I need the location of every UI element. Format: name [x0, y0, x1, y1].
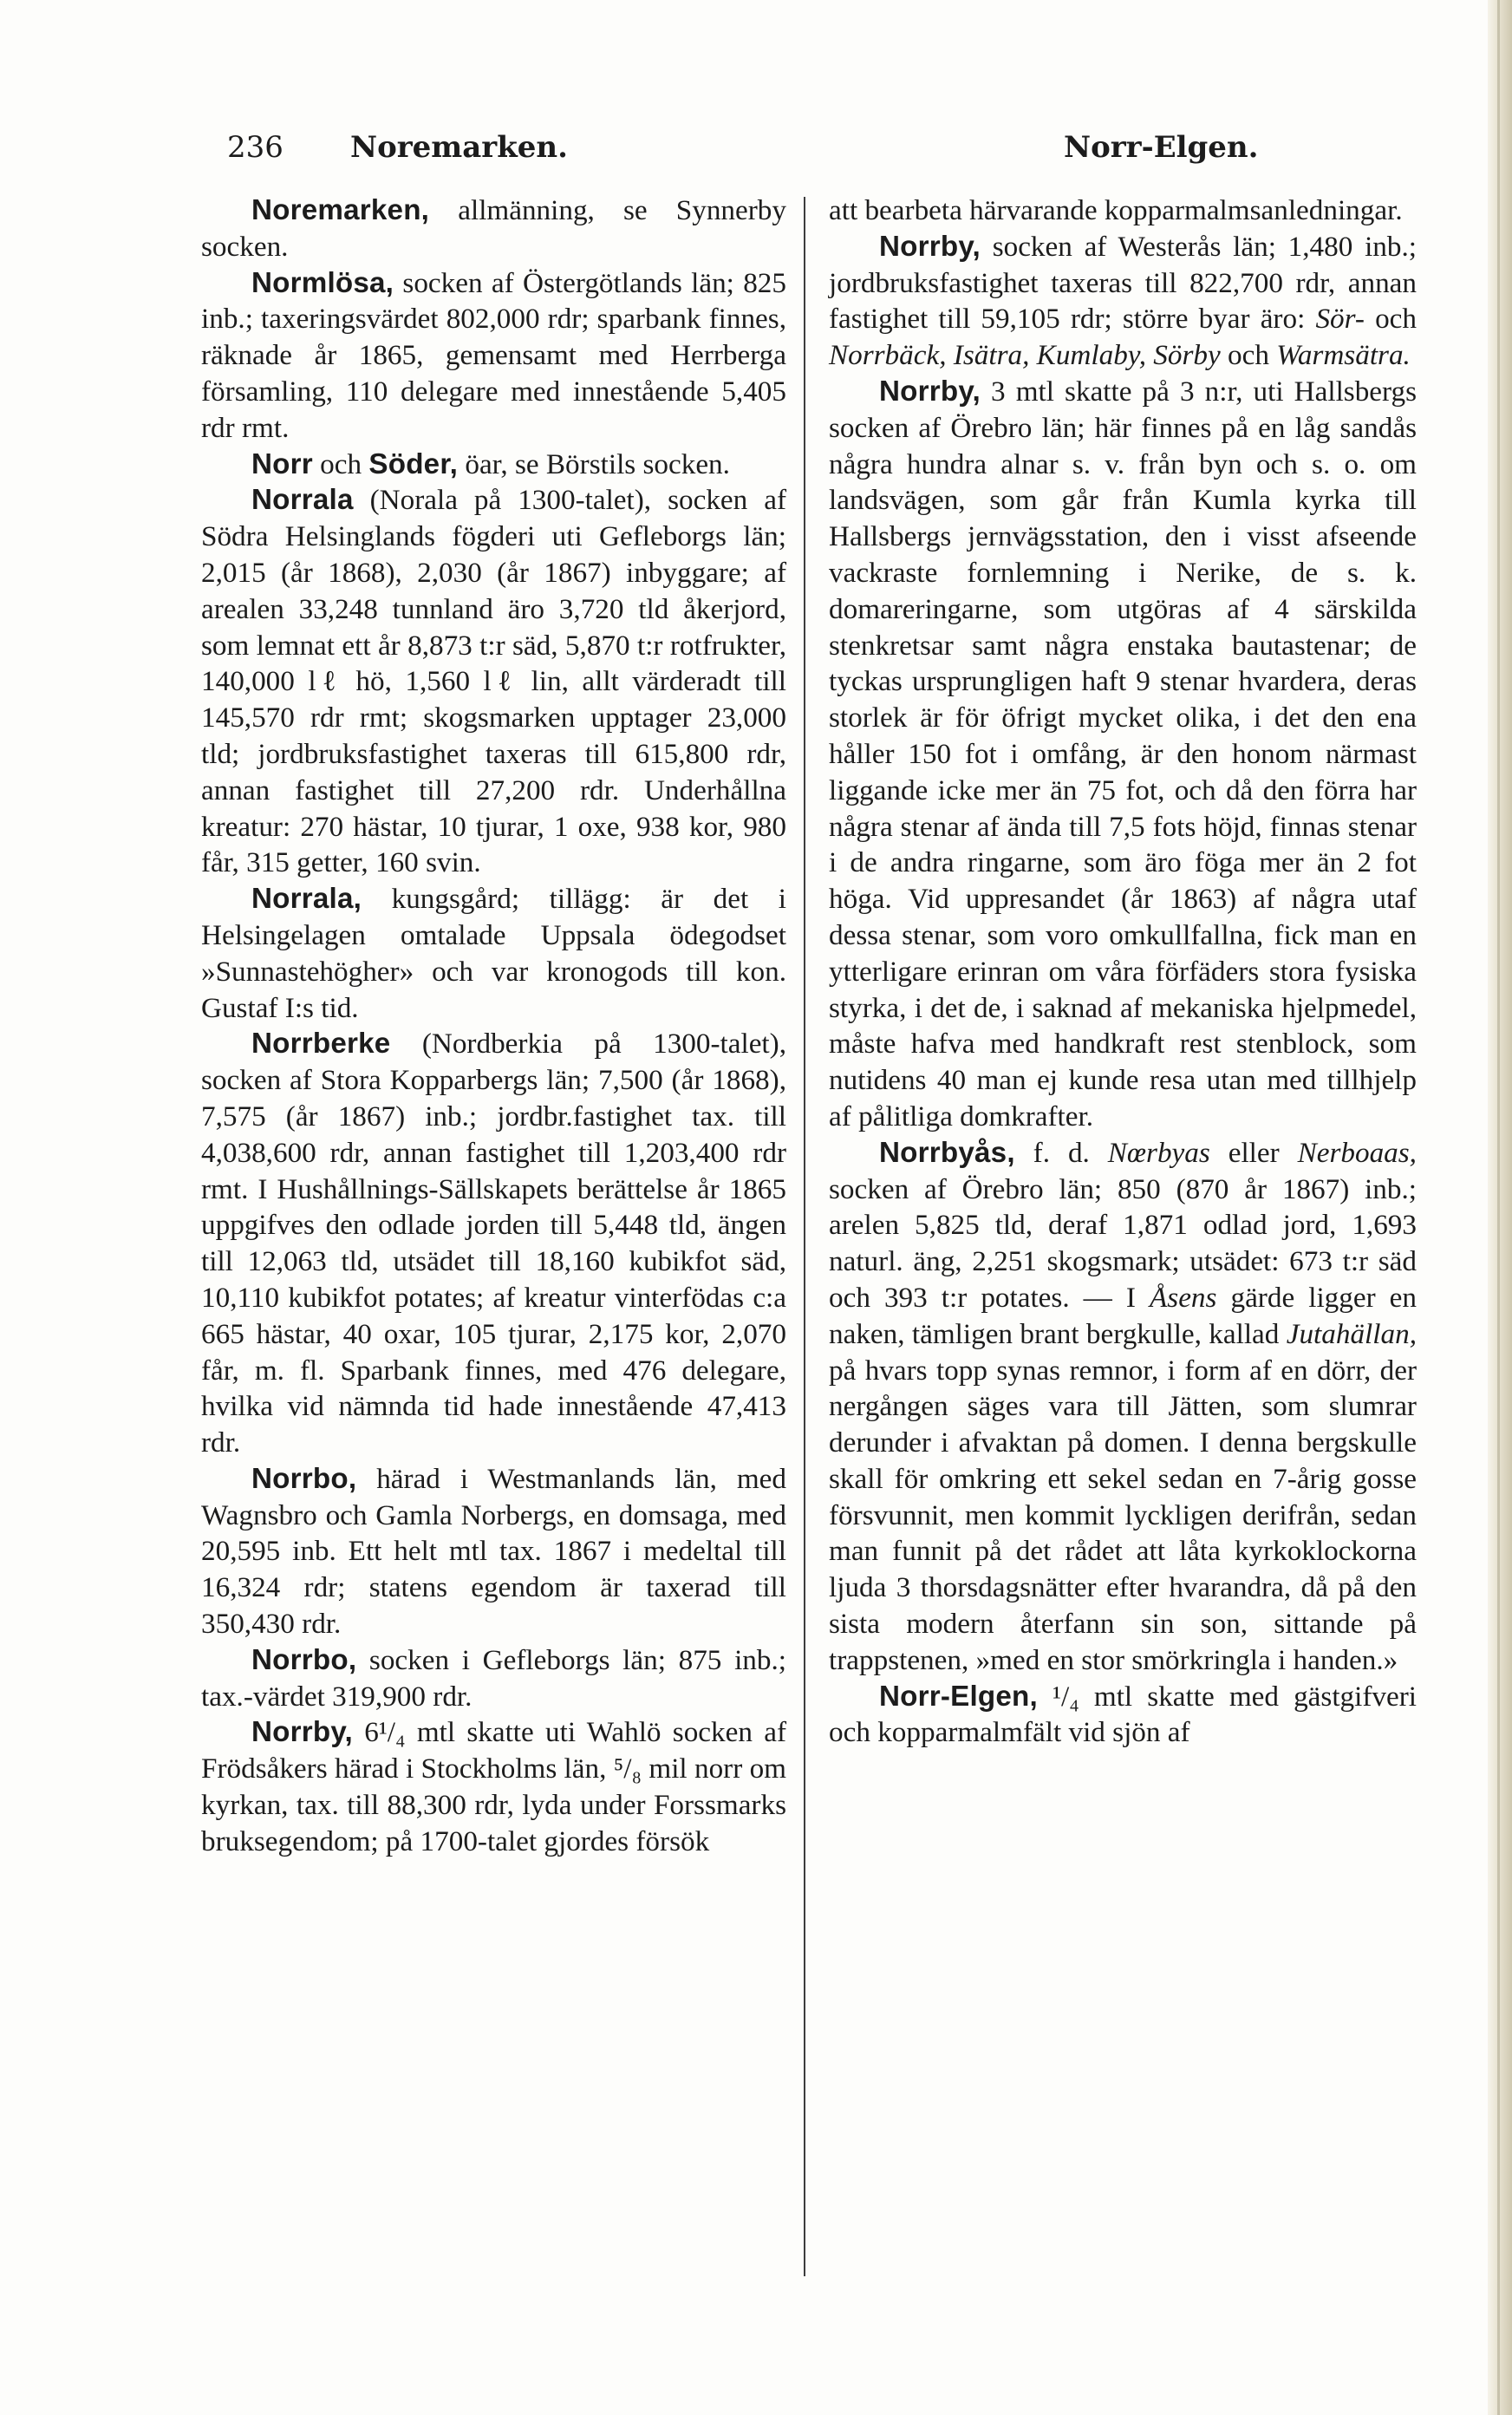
- entry-noremarken: [201, 193, 786, 265]
- entry-norrby-wahlo: [201, 1714, 786, 1859]
- entry-text: socken af Östergötlands län; 825 inb.; taxeringsvärdet 802,000 rdr; sparbank finnes, räknade år 1865, gemensamt med Herrberga församling, 110 delegare med innestående 5,405 rdr rmt.: [201, 266, 786, 444]
- page-number: 236: [227, 130, 284, 165]
- entry-text: kungsgård; tillägg: är det i Helsingelagen omtalade Uppsala ödegodset »Sunnastehögher» och var kronogods till kon. Gustaf I:s tid.: [201, 883, 786, 1024]
- entry-italic-text: Warmsätra.: [1276, 339, 1411, 372]
- page-edge-line: [1497, 0, 1500, 2415]
- entry-italic-text: Nerboaas,: [1297, 1136, 1417, 1169]
- entry-headword: Norrbyås,: [879, 1136, 1015, 1169]
- entry-headword: Norrala: [251, 484, 354, 517]
- entry-text: (Nordberkia på 1300-talet), socken af Stora Kopparbergs län; 7,500 (år 1868), 7,575 (år 1867) inb.; jordbr.fastighet tax. till 4,038,600 rdr, annan fastighet till 1,203,400 rdr rmt. I Hushållnings-Sällskapets berättelse år 1865 uppgifves den odlade jorden till 5,448 tld, ängen till 12,063 tld, utsädet till 18,160 kubikfot säd, 10,110 kubikfot potates; af kreatur vinterfödas c:a 665 hästar, 40 oxar, 105 tjurar, 2,175 kor, 2,070 får, m. fl. Sparbank finnes, med 476 delegare, hvilka vid nämnda tid hade innestående 47,413 rdr.: [201, 1028, 786, 1459]
- entry-italic-text: Åsens: [1150, 1281, 1217, 1314]
- entry-headword: Normlösa,: [251, 266, 394, 299]
- entry-norrby-hallsberg: [829, 374, 1417, 1135]
- entry-italic-text: Jutahällan,: [1286, 1317, 1417, 1350]
- entry-text: socken i Gefleborgs län; 875 inb.; tax.-värdet 319,900 rdr.: [201, 1643, 786, 1713]
- entry-text: f. d.: [1014, 1136, 1108, 1169]
- entry-italic-text: Sör-: [1315, 303, 1365, 336]
- entry-text: allmänning, se Synnerby socken.: [201, 194, 786, 263]
- entry-text: och: [1220, 339, 1277, 372]
- entry-norrberke: [201, 1026, 786, 1461]
- page-edge-shadow: [1488, 0, 1512, 2415]
- entry-norr-och-soder: [201, 447, 786, 483]
- entry-text: att bearbeta härvarande kopparmalmsanledningar.: [829, 194, 1403, 226]
- entry-italic-text: Norrbäck, Isätra, Kumlaby, Sörby: [829, 339, 1221, 372]
- entry-headword: Norrby,: [251, 1716, 353, 1749]
- entry-headword: Norrby,: [879, 375, 981, 408]
- entry-headword: Norrby,: [879, 230, 981, 263]
- entry-norrala-kungsgard: [201, 881, 786, 1026]
- entry-text: och: [312, 447, 369, 480]
- entry-normlosa: [201, 265, 786, 447]
- entry-text: öar, se Börstils socken.: [458, 447, 730, 480]
- entry-headword: Norrberke: [251, 1028, 391, 1061]
- entry-headword-secondary: Söder,: [368, 447, 459, 480]
- entry-text: ¹/₄ mtl skatte med gästgifveri och kopparmalmfält vid sjön af: [829, 1680, 1417, 1749]
- entry-text: eller: [1209, 1136, 1298, 1169]
- entry-text: på hvars topp synas remnor, i form af en dörr, der nergången säges vara till Jätten, som slumrar derunder i afvaktan på domen. I denna bergskulle skall för omkring ett sekel sedan en 7-årig gosse försvunnit, men kommit lyckligen derifrån, sedan man funnit på det rådet att låta kyrkoklockorna ljuda 3 thorsdagsnätter efter hvarandra, då på den sista modern återfann sin son, sittande på trappstenen, »med en stor smörkringla i handen.»: [829, 1354, 1417, 1676]
- entry-text: socken af Westerås län; 1,480 inb.; jordbruksfastighet taxeras till 822,700 rdr, annan fastighet till 59,105 rdr; större byar äro:: [829, 230, 1417, 336]
- entry-headword: Norrbo,: [251, 1462, 357, 1495]
- entry-italic-text: Nœrbyas: [1107, 1136, 1210, 1169]
- entry-continuation: [829, 193, 1417, 229]
- right-column: [829, 193, 1417, 1751]
- entry-headword: Norr-Elgen,: [879, 1680, 1038, 1713]
- right-running-head: Norr-Elgen.: [1064, 130, 1259, 165]
- entry-norrbo-socken: [201, 1642, 786, 1715]
- running-header: [0, 130, 1512, 182]
- entry-norrby-westeras: [829, 229, 1417, 374]
- entry-text: 6¹/₄ mtl skatte uti Wahlö socken af Frödsåkers härad i Stockholms län, ⁵/₈ mil norr om kyrkan, tax. till 88,300 rdr, lyda under Forssmarks bruksegendom; på 1700-talet gjordes försök: [201, 1716, 786, 1857]
- entry-headword: Noremarken,: [251, 194, 430, 226]
- left-running-head: Noremarken.: [350, 130, 568, 165]
- entry-headword: Norr: [251, 447, 313, 480]
- entry-text: och: [1364, 303, 1417, 336]
- entry-norrbyas: [829, 1135, 1417, 1679]
- entry-text: härad i Westmanlands län, med Wagnsbro och Gamla Norbergs, en domsaga, med 20,595 inb. Ett helt mtl tax. 1867 i medeltal till 16,324 rdr; statens egendom är taxerad till 350,430 rdr.: [201, 1462, 786, 1641]
- entry-norrbo-harad: [201, 1461, 786, 1642]
- entry-text: 3 mtl skatte på 3 n:r, uti Hallsbergs socken af Örebro län; här finnes på en låg sandås några hundra alnar s. v. från byn och s. o. om landsvägen, som går från Kumla kyrka till Hallsbergs jernvägsstation, den i visst afseende vackraste fornlemning i Nerike, de s. k. domareringarne, som utgöras af 4 särskilda stenkretsar samt några enstaka bautastenar; de tyckas ursprungligen haft 9 stenar hvardera, deras storlek är för öfrigt mycket olika, i det den ena håller 150 fot i omfång, är den honom närmast liggande icke mer än 75 fot, och då den förra har några stenar af ända till 7,5 fots höjd, finnas stenar i de andra ringarne, som äro föga mer än 2 fot höga. Vid uppresandet (år 1863) af några utaf dessa stenar, som voro omkullfallna, fick man en ytterligare erinran om våra förfäders stora fysiska styrka, i det de, i saknad af mekaniska hjelpmedel, måste hafva med handkraft rest stenblock, som nutidens 40 man ej kunde resa utan med tillhjelp af pålitliga domkrafter.: [829, 375, 1417, 1132]
- entry-text: gärde ligger en naken, tämligen brant bergkulle, kallad: [829, 1281, 1418, 1350]
- entry-headword: Norrala,: [251, 883, 362, 916]
- entry-headword: Norrbo,: [251, 1643, 357, 1676]
- entry-norrala-socken: [201, 482, 786, 881]
- entry-text: (Norala på 1300-talet), socken af Södra Helsinglands fögderi uti Gefleborgs län; 2,015 (år 1868), 2,030 (år 1867) inbyggare; af arealen 33,248 tunnland äro 3,720 tld åkerjord, som lemnat ett år 8,873 t:r säd, 5,870 t:r rotfrukter, 140,000 lℓ hö, 1,560 lℓ lin, allt värderadt till 145,570 rdr rmt; skogsmarken upptager 23,000 tld; jordbruksfastighet taxeras till 615,800 rdr, annan fastighet till 27,200 rdr. Underhållna kreatur: 270 hästar, 10 tjurar, 1 oxe, 938 kor, 980 får, 315 getter, 160 svin.: [201, 484, 786, 879]
- left-column: [201, 193, 786, 1860]
- entry-norr-elgen: [829, 1679, 1417, 1752]
- column-divider: [804, 197, 805, 2276]
- entry-text: socken af Örebro län; 850 (870 år 1867) inb.; arelen 5,825 tld, deraf 1,871 odlad jord, 1,693 naturl. äng, 2,251 skogsmark; utsädet: 673 t:r säd och 393 t:r potates. — I: [829, 1172, 1417, 1314]
